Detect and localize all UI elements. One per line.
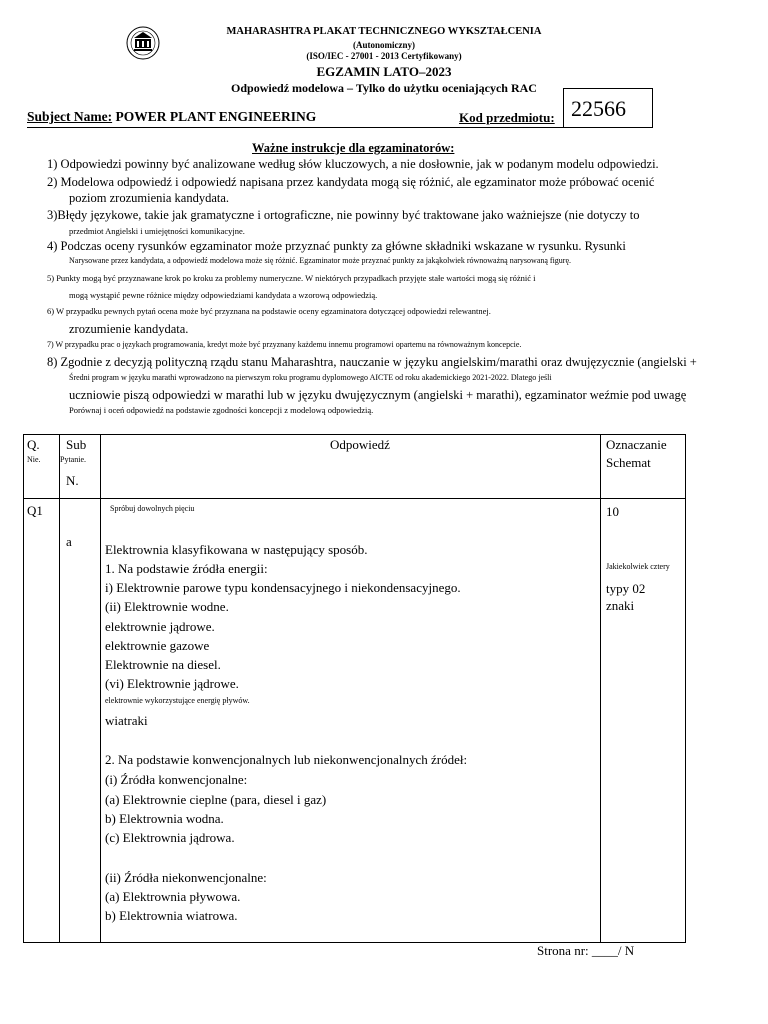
instruction-5b: mogą wystąpić pewne różnice między odpowiedziami kandydata a wzorową odpowiedzią.: [69, 290, 378, 300]
instruction-5a: 5) Punkty mogą być przyznawane krok po kroku za problemy numeryczne. W niektórych przypadkach przyjęte stałe wartości mogą się różnić i: [47, 273, 536, 283]
question-number: Q1: [27, 503, 43, 518]
instruction-8a: 8) Zgodnie z decyzją polityczną rządu stanu Maharashtra, nauczanie w języku angielskim/marathi oraz dwujęzycznie (angielski +: [47, 355, 697, 369]
header-q: Q.: [27, 437, 40, 452]
total-marks: 10: [606, 504, 619, 519]
answer-line: wiatraki: [105, 713, 148, 728]
answer-line: b) Elektrownia wodna.: [105, 811, 224, 826]
subject-label: Subject Name:: [27, 109, 113, 124]
instruction-2b: poziom zrozumienia kandydata.: [69, 191, 230, 205]
attempt-note: Spróbuj dowolnych pięciu: [110, 504, 195, 513]
iso-certification: (ISO/IEC - 27001 - 2013 Certyfikowany): [306, 51, 462, 61]
instruction-8d: Porównaj i oceń odpowiedź na podstawie zgodności koncepcji z modelową odpowiedzią.: [69, 405, 374, 415]
answer-line: elektrownie gazowe: [105, 638, 210, 653]
subject-code-label: Kod przedmiotu:: [459, 110, 555, 125]
answer-line: elektrownie wykorzystujące energię pływów.: [105, 696, 250, 705]
scheme-marks-label: znaki: [606, 598, 635, 613]
subject-code-box: 22566: [563, 88, 653, 128]
instruction-6b: zrozumienie kandydata.: [69, 322, 189, 336]
instruction-2a: 2) Modelowa odpowiedź i odpowiedź napisana przez kandydata mogą się różnić, ale egzaminator może próbować ocenić: [47, 175, 655, 189]
table-divider-marks: [600, 434, 601, 943]
institute-name: MAHARASHTRA PLAKAT TECHNICZNEGO WYKSZTAŁCENIA: [226, 26, 542, 37]
header-scheme: Schemat: [606, 455, 651, 470]
header-marking: Oznaczanie: [606, 437, 667, 452]
header-sub: Sub: [66, 437, 87, 452]
instruction-4a: 4) Podczas oceny rysunków egzaminator może przyznać punkty za główne składniki wskazane w rysunku. Rysunki: [47, 239, 626, 253]
answer-line: (a) Elektrownia pływowa.: [105, 889, 241, 904]
answer-line: (a) Elektrownie cieplne (para, diesel i gaz): [105, 792, 327, 807]
header-q-no: Nie.: [27, 455, 41, 464]
header-sub-no: N.: [66, 473, 79, 488]
answer-line: (ii) Źródła niekonwencjonalne:: [105, 870, 267, 885]
answer-line: (i) Źródła konwencjonalne:: [105, 772, 248, 787]
header-sub-question: Pytanie.: [60, 455, 86, 464]
table-divider-sub: [100, 434, 101, 943]
table-divider-q: [59, 434, 60, 943]
header-answer: Odpowiedź: [330, 437, 390, 452]
answer-line: (ii) Elektrownie wodne.: [105, 599, 229, 614]
scheme-any-four: Jakiekolwiek cztery: [606, 562, 670, 571]
scheme-types-marks: typy 02: [606, 581, 646, 596]
answer-line: Elektrownia klasyfikowana w następujący sposób.: [105, 542, 368, 557]
answer-line: elektrownie jądrowe.: [105, 619, 215, 634]
instructions-title: Ważne instrukcje dla egzaminatorów:: [252, 141, 455, 155]
instruction-8c: uczniowie piszą odpowiedzi w marathi lub w języku dwujęzycznym (angielski + marathi), egzaminator weźmie pod uwagę: [69, 388, 687, 402]
exam-title: EGZAMIN LATO–2023: [316, 64, 452, 79]
subject-line: [27, 109, 316, 125]
table-header-divider: [23, 498, 686, 499]
answer-line: 2. Na podstawie konwencjonalnych lub niekonwencjonalnych źródeł:: [105, 752, 468, 767]
page-number: Strona nr: ____/ N: [537, 943, 635, 958]
instruction-1: 1) Odpowiedzi powinny być analizowane według słów kluczowych, a nie dosłownie, jak w podanym modelu odpowiedzi.: [47, 157, 659, 171]
sub-question-letter: a: [66, 534, 72, 549]
header-rule: [27, 127, 582, 128]
subject-name: POWER PLANT ENGINEERING: [115, 109, 317, 124]
answer-line: (c) Elektrownia jądrowa.: [105, 830, 235, 845]
instruction-7: 7) W przypadku prac o językach programowania, kredyt może być przyznany każdemu innemu programowi opartemu na równoważnym koncepcie.: [47, 340, 522, 349]
answer-line: i) Elektrownie parowe typu kondensacyjnego i niekondensacyjnego.: [105, 580, 461, 595]
answer-line: b) Elektrownia wiatrowa.: [105, 908, 238, 923]
answer-line: 1. Na podstawie źródła energii:: [105, 561, 268, 576]
instruction-4b: Narysowane przez kandydata, a odpowiedź modelowa może się różnić. Egzaminator może przyznać punkty za jakąkolwiek równoważną narysowaną figurę.: [69, 256, 572, 265]
model-answer-subtitle: Odpowiedź modelowa – Tylko do użytku oceniających RAC: [231, 81, 537, 95]
answer-line: Elektrownie na diesel.: [105, 657, 221, 672]
instruction-6a: 6) W przypadku pewnych pytań ocena może być przyznana na podstawie oceny egzaminatora dotyczącej odpowiedzi relewantnej.: [47, 306, 491, 316]
instruction-3a: 3)Błędy językowe, takie jak gramatyczne i ortograficzne, nie powinny być traktowane jako ważniejsze (nie dotyczy to: [47, 208, 640, 222]
instruction-8b: Średni program w języku marathi wprowadzono na pierwszym roku programu dyplomowego AICTE od roku akademickiego 2021-2022. Dlatego jeśli: [69, 373, 552, 382]
autonomous-label: (Autonomiczny): [353, 40, 415, 50]
instruction-3b: przedmiot Angielski i umiejętności komunikacyjne.: [69, 226, 245, 236]
answer-line: (vi) Elektrownie jądrowe.: [105, 676, 239, 691]
